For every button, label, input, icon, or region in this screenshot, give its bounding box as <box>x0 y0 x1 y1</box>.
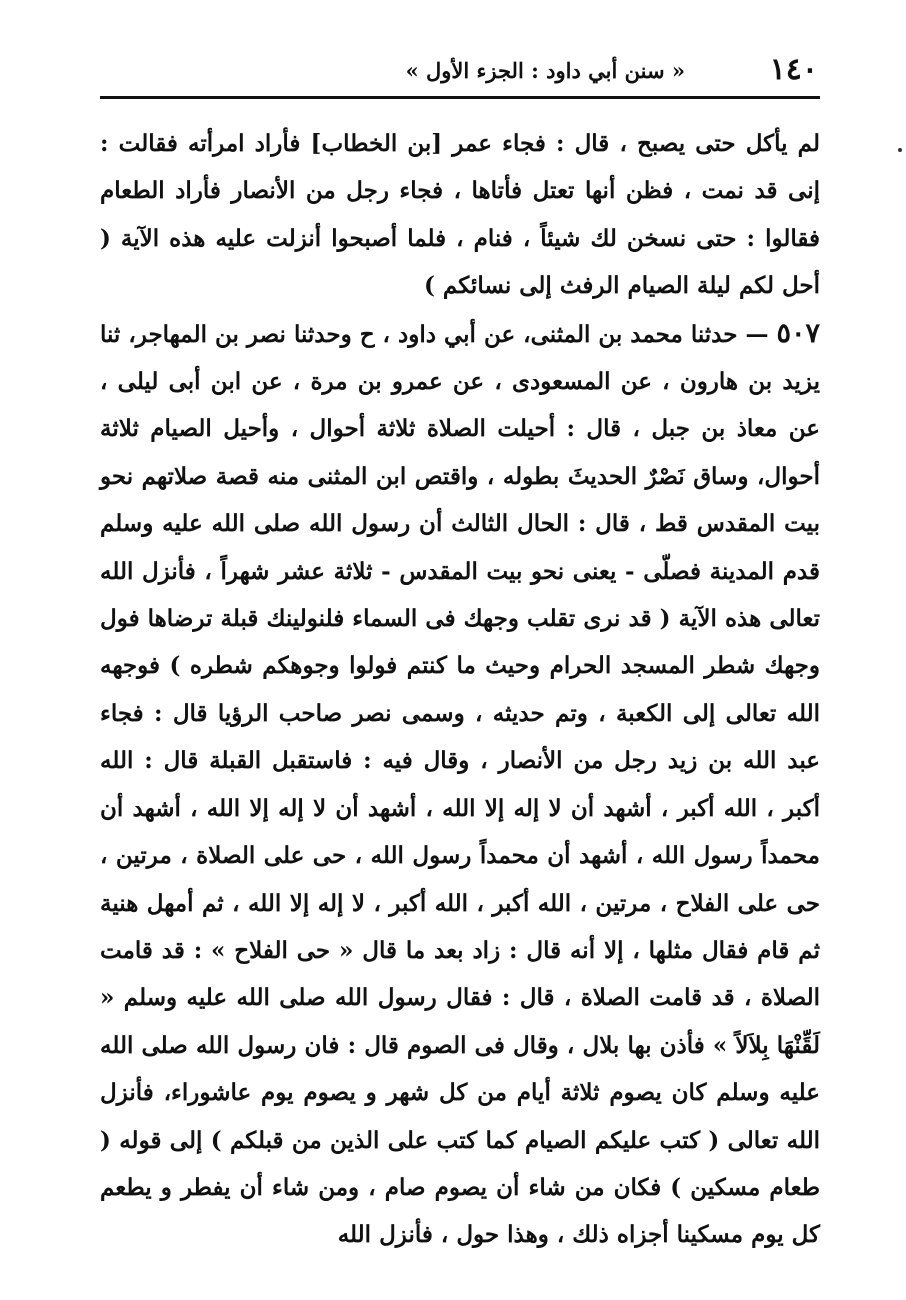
hadith-number: ٥٠٧ <box>776 317 820 349</box>
page-body <box>100 120 820 1259</box>
book-page <box>99 40 820 1249</box>
running-title: « سنن أبي داود : الجزء الأول » <box>405 58 685 83</box>
header-rule <box>100 96 820 99</box>
page-header <box>100 40 820 92</box>
hadith-dash: — <box>737 320 777 348</box>
page-number: ١٤٠ <box>769 52 818 87</box>
hadith-paragraph <box>100 310 820 1259</box>
margin-speck <box>898 148 902 152</box>
paragraph-continuation: لم يأكل حتى يصبح ، قال : فجاء عمر [بن الخطاب] فأراد امرأته فقالت : إنى قد نمت ، فظن أنها تعتل فأتاها ، فجاء رجل من الأنصار فأراد الطعام فقالوا : حتى نسخن لك شيئاً ، فنام ، فلما أصبحوا أنزلت عليه هذه الآية ( أحل لكم ليلة الصيام الرفث إلى نسائكم ) <box>100 130 820 300</box>
hadith-text: حدثنا محمد بن المثنى، عن أبي داود ، ح وحدثنا نصر بن المهاجر، ثنا يزيد بن هارون ، عن المسعودى ، عن عمرو بن مرة ، عن ابن أبى ليلى ، عن معاذ بن جبل ، قال : أحيلت الصلاة ثلاثة أحوال ، وأحيل الصيام ثلاثة أحوال، وساق نَصْرٌ الحديثَ بطوله ، واقتص ابن المثنى منه قصة صلاتهم نحو بيت المقدس قط ، قال : الحال الثالث أن رسول الله صلى الله عليه وسلم قدم المدينة فصلّى - يعنى نحو بيت المقدس - ثلاثة عشر شهراً ، فأنزل الله تعالى هذه الآية ( قد نرى تقلب وجهك فى السماء فلنولينك قبلة ترضاها فول وجهك شطر المسجد الحرام وحيث ما كنتم فولوا وجوهكم شطره ) فوجهه الله تعالى إلى الكعبة ، وتم حديثه ، وسمى نصر صاحب الرؤيا قال : فجاء عبد الله بن زيد رجل من الأنصار ، وقال فيه : فاستقبل القبلة قال : الله أكبر ، الله أكبر ، أشهد أن لا إله إلا الله ، أشهد أن لا إله إلا الله ، أشهد أن محمداً رسول الله ، أشهد أن محمداً رسول الله ، حى على الصلاة ، مرتين ، حى على الفلاح ، مرتين ، الله أكبر ، الله أكبر ، لا إله إلا الله ، ثم أمهل هنية ثم قام فقال مثلها ، إلا أنه قال : زاد بعد ما قال « حى الفلاح » : قد قامت الصلاة ، قد قامت الصلاة ، قال : فقال رسول الله صلى الله عليه وسلم « لَقِّنْهَا بِلاَلاً » فأذن بها بلال ، وقال فى الصوم قال : فان رسول الله صلى الله عليه وسلم كان يصوم ثلاثة أيام من كل شهر و يصوم يوم عاشوراء، فأنزل الله تعالى ( كتب عليكم الصيام كما كتب على الذين من قبلكم ) إلى قوله ( طعام مسكين ) فكان من شاء أن يصوم صام ، ومن شاء أن يفطر و يطعم كل يوم مسكينا أجزاه ذلك ، وهذا حول ، فأنزل الله <box>99 320 820 1249</box>
